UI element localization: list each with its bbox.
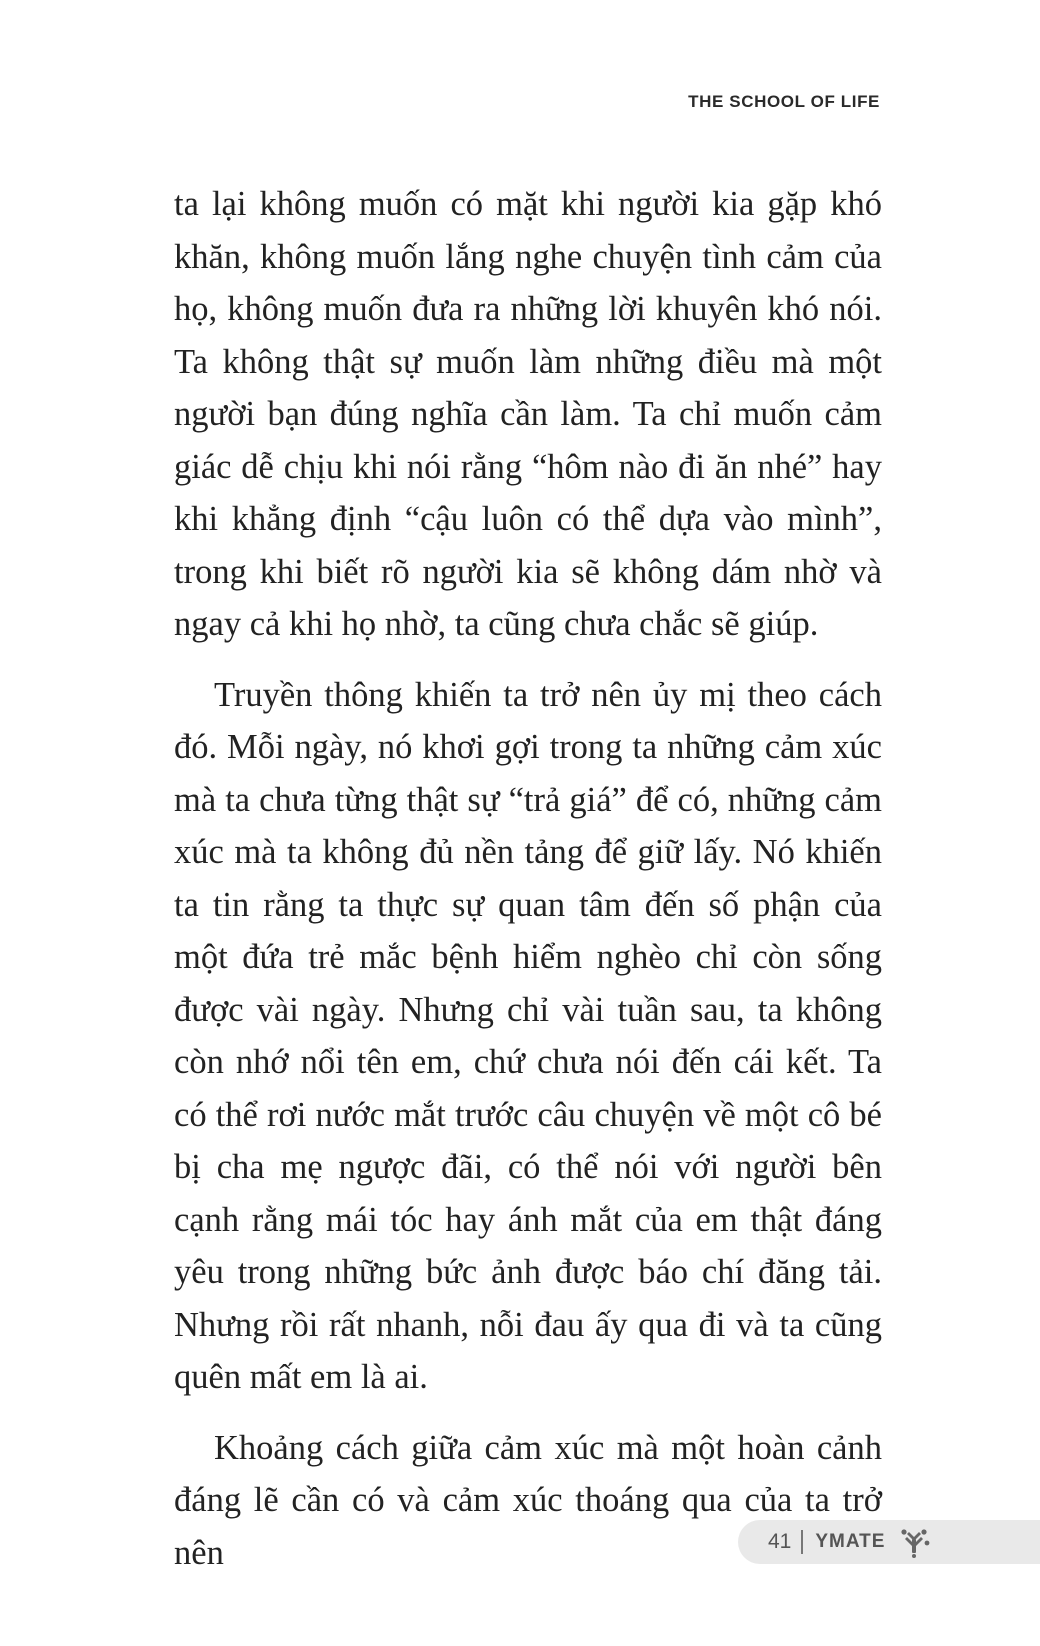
- running-header: THE SCHOOL OF LIFE: [688, 92, 880, 111]
- body-text: [174, 178, 882, 1579]
- page-footer: [738, 1520, 1040, 1564]
- footer-divider: [801, 1530, 803, 1554]
- brand-name: YMATE: [815, 1531, 886, 1552]
- paragraph-1: ta lại không muốn có mặt khi người kia gặp khó khăn, không muốn lắng nghe chuyện tình cảm của họ, không muốn đưa ra những lời khuyên khó nói. Ta không thật sự muốn làm những điều mà một người bạn đúng nghĩa cần làm. Ta chỉ muốn cảm giác dễ chịu khi nói rằng “hôm nào đi ăn nhé” hay khi khẳng định “cậu luôn có thể dựa vào mình”, trong khi biết rõ người kia sẽ không dám nhờ và ngay cả khi họ nhờ, ta cũng chưa chắc sẽ giúp.: [174, 185, 882, 643]
- paragraph-2: Truyền thông khiến ta trở nên ủy mị theo cách đó. Mỗi ngày, nó khơi gợi trong ta những cảm xúc mà ta chưa từng thật sự “trả giá” để có, những cảm xúc mà ta không đủ nền tảng để giữ lấy. Nó khiến ta tin rằng ta thực sự quan tâm đến số phận của một đứa trẻ mắc bệnh hiểm nghèo chỉ còn sống được vài ngày. Nhưng chỉ vài tuần sau, ta không còn nhớ nổi tên em, chứ chưa nói đến cái kết. Ta có thể rơi nước mắt trước câu chuyện về một cô bé bị cha mẹ ngược đãi, có thể nói với người bên cạnh rằng mái tóc hay ánh mắt của em thật đáng yêu trong những bức ảnh được báo chí đăng tải. Nhưng rồi rất nhanh, nỗi đau ấy qua đi và ta cũng quên mất em là ai.: [174, 675, 882, 1396]
- paragraph-3: Khoảng cách giữa cảm xúc mà một hoàn cảnh đáng lẽ cần có và cảm xúc thoáng qua của ta trở nên: [174, 1428, 882, 1572]
- ymate-logo-icon: [897, 1525, 931, 1559]
- page-number: 41: [768, 1530, 792, 1553]
